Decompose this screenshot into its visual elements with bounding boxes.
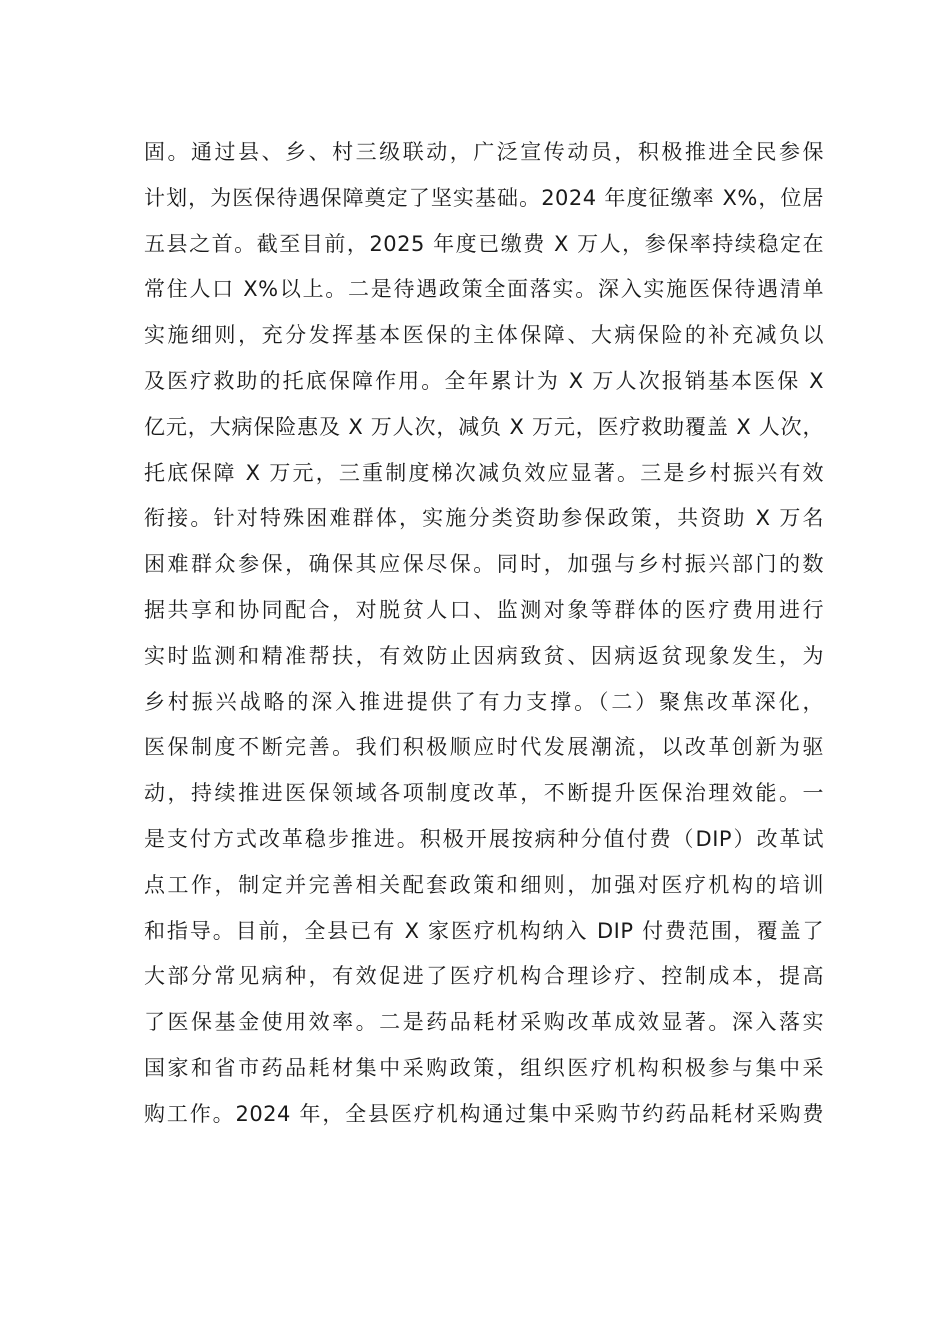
text-line: 乡村振兴战略的深入推进提供了有力支撑。（二）聚焦改革深化， [144,689,824,714]
text-line: 了医保基金使用效率。二是药品耗材采购改革成效显著。深入落实 [144,1010,824,1035]
text-line: 是支付方式改革稳步推进。积极开展按病种分值付费（DIP）改革试 [144,826,824,851]
text-line: 大部分常见病种，有效促进了医疗机构合理诊疗、控制成本，提高 [144,964,824,989]
body-text [144,130,824,1138]
text-line: 实施细则，充分发挥基本医保的主体保障、大病保险的补充减负以 [144,323,824,348]
text-line: 常住人口 X%以上。二是待遇政策全面落实。深入实施医保待遇清单 [144,277,824,302]
text-line: 据共享和协同配合，对脱贫人口、监测对象等群体的医疗费用进行 [144,597,824,622]
text-line: 五县之首。截至目前，2025 年度已缴费 X 万人，参保率持续稳定在 [144,231,824,256]
text-line: 动，持续推进医保领域各项制度改革，不断提升医保治理效能。一 [144,781,824,806]
text-line: 和指导。目前，全县已有 X 家医疗机构纳入 DIP 付费范围，覆盖了 [144,918,824,943]
text-line: 购工作。2024 年，全县医疗机构通过集中采购节约药品耗材采购费 [144,1101,824,1126]
text-line: 国家和省市药品耗材集中采购政策，组织医疗机构积极参与集中采 [144,1055,824,1080]
text-line: 及医疗救助的托底保障作用。全年累计为 X 万人次报销基本医保 X [144,368,824,393]
text-line: 亿元，大病保险惠及 X 万人次，减负 X 万元，医疗救助覆盖 X 人次， [144,414,824,439]
text-line: 衔接。针对特殊困难群体，实施分类资助参保政策，共资助 X 万名 [144,506,824,531]
text-line: 实时监测和精准帮扶，有效防止因病致贫、因病返贫现象发生，为 [144,643,824,668]
text-line: 点工作，制定并完善相关配套政策和细则，加强对医疗机构的培训 [144,872,824,897]
text-line: 固。通过县、乡、村三级联动，广泛宣传动员，积极推进全民参保 [144,140,824,164]
text-line: 困难群众参保，确保其应保尽保。同时，加强与乡村振兴部门的数 [144,552,824,577]
text-line: 托底保障 X 万元，三重制度梯次减负效应显著。三是乡村振兴有效 [144,460,824,485]
text-line: 医保制度不断完善。我们积极顺应时代发展潮流，以改革创新为驱 [144,735,824,760]
text-line: 计划，为医保待遇保障奠定了坚实基础。2024 年度征缴率 X%，位居 [144,185,824,210]
